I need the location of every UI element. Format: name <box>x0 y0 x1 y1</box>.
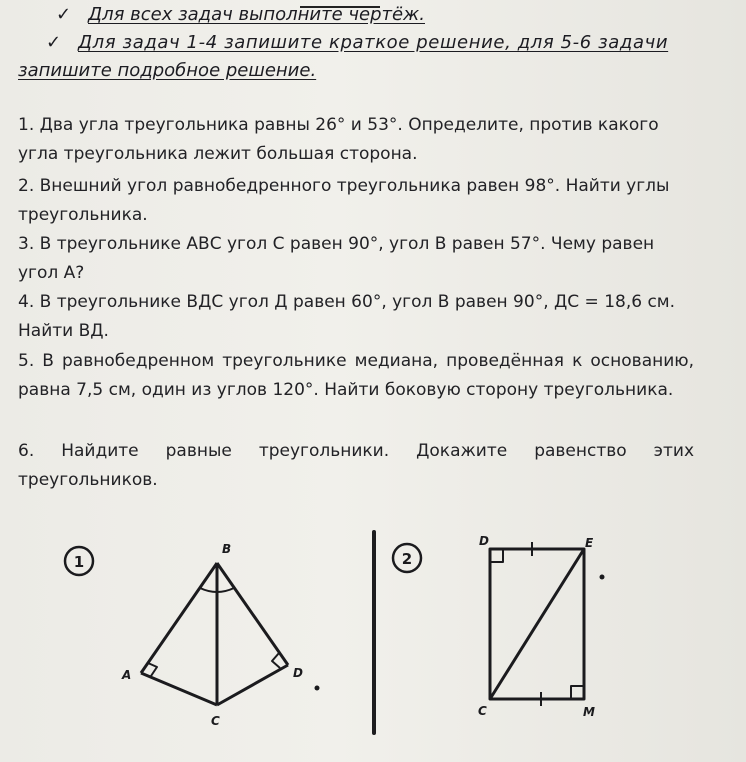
instruction-text-3: запишите подробное решение. <box>18 60 317 81</box>
figure-2-number: 2 <box>401 550 413 568</box>
label-d: D <box>479 534 489 548</box>
dot-mark <box>600 575 605 580</box>
figure-1-number: 1 <box>73 553 85 571</box>
checkmark-icon: ✓ <box>46 32 62 53</box>
task-4: 4. В треугольнике ВДС угол Д равен 60°, угол В равен 90°, ДС = 18,6 см. Найти ВД. <box>18 292 676 341</box>
label-d: D <box>293 666 303 680</box>
label-c: C <box>478 704 487 718</box>
instruction-text-1: Для всех задач выполните чертёж. <box>88 4 425 25</box>
label-b: B <box>222 542 232 556</box>
checkmark-icon: ✓ <box>56 4 72 25</box>
task-5: 5. В равнобедренном треугольнике медиана, проведённая к основанию, равна 7,5 см, один из углов 120°. Найти боковую сторону треугольника. <box>18 351 694 400</box>
instruction-text-2: Для задач 1-4 запишите краткое решение, для 5-6 задачи <box>78 32 669 53</box>
task-1: 1. Два угла треугольника равны 26° и 53°. Определите, против какого угла треугольника лежит большая сторона. <box>18 115 659 164</box>
task-6: 6. Найдите равные треугольники. Докажите равенство этих треугольников. <box>18 441 694 490</box>
right-angle-d <box>490 549 503 562</box>
diagonal-ec <box>490 549 584 699</box>
task-3: 3. В треугольнике АВС угол С равен 90°, угол В равен 57°. Чему равен угол А? <box>18 234 655 283</box>
label-m: M <box>583 705 595 719</box>
figure-2-number-badge <box>393 544 421 572</box>
label-c: C <box>211 714 220 728</box>
figure-2-drawing <box>490 542 584 706</box>
label-a: A <box>122 668 132 682</box>
label-e: E <box>585 536 594 550</box>
task-2: 2. Внешний угол равнобедренного треугольника равен 98°. Найти углы треугольника. <box>18 176 670 225</box>
right-angle-m <box>571 686 584 699</box>
